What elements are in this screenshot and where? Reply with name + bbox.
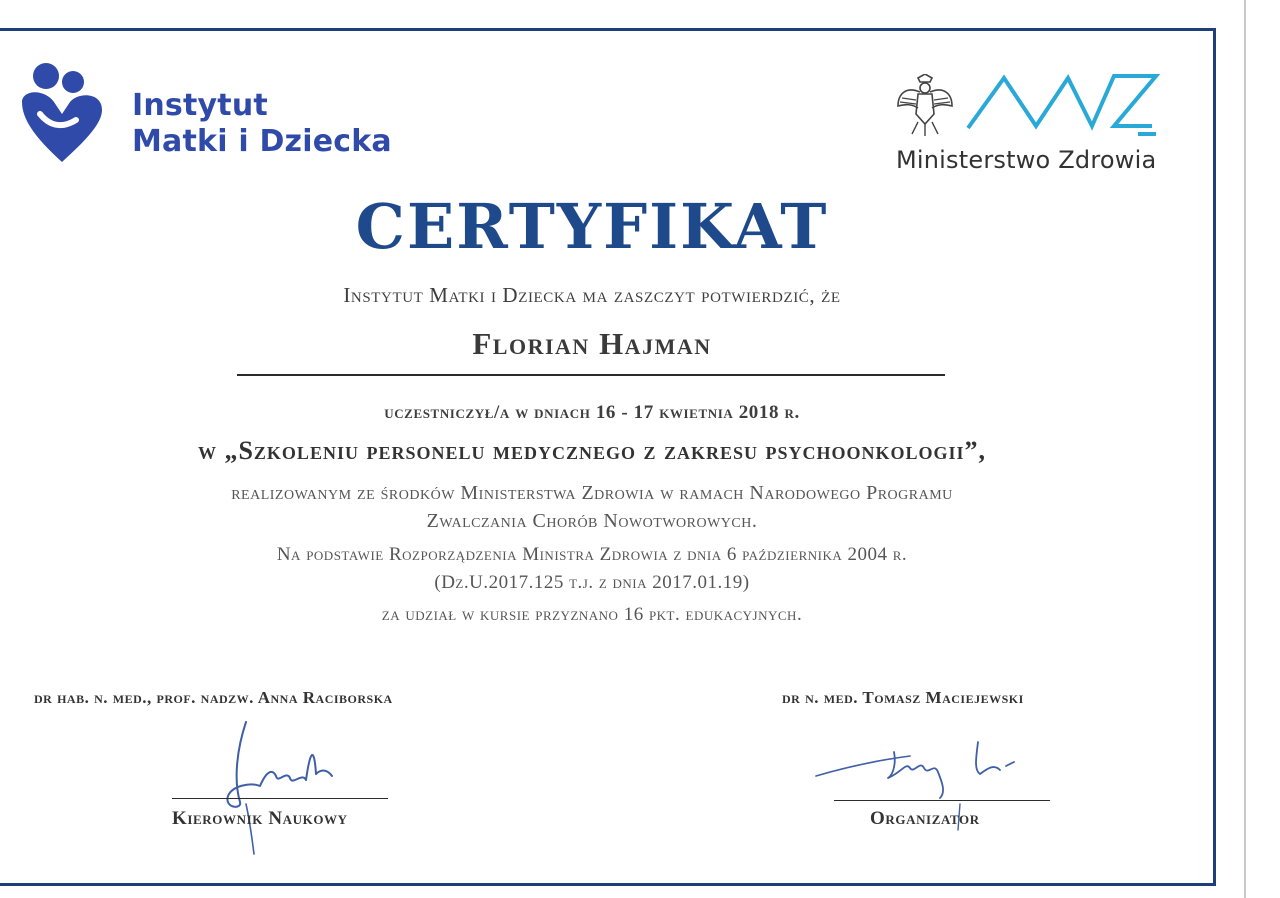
scientific-director-signature xyxy=(206,712,356,862)
institute-heart-logo-icon xyxy=(18,62,108,166)
funding-line-1: realizowanym ze środków Ministerstwa Zdrowia w ramach Narodowego Programu xyxy=(231,482,953,504)
certificate-subtitle: Instytut Matki i Dziecka ma zaszczyt potwierdzić, że xyxy=(343,283,841,307)
polish-eagle-emblem-icon xyxy=(896,74,954,136)
institute-name-line2: Matki i Dziecka xyxy=(132,124,392,159)
certificate-title: CERTYFIKAT xyxy=(355,190,829,263)
scientific-director-name: dr hab. n. med., prof. nadzw. Anna Raciborska xyxy=(34,688,393,707)
education-points-line: za udział w kursie przyznano 16 pkt. edukacyjnych. xyxy=(381,604,803,625)
institute-name xyxy=(132,88,392,160)
scientific-director-signature-line xyxy=(172,798,388,799)
institute-name-line1: Instytut xyxy=(132,88,268,123)
ministry-name: Ministerstwo Zdrowia xyxy=(896,146,1157,174)
organizer-name: dr n. med. Tomasz Maciejewski xyxy=(782,688,1024,707)
participation-dates: uczestniczył/a w dniach 16 - 17 kwietnia 2018 r. xyxy=(384,402,800,423)
scientific-director-role: Kierownik Naukowy xyxy=(172,808,348,829)
recipient-name-underline xyxy=(237,374,945,376)
funding-line-2: Zwalczania Chorób Nowotworowych. xyxy=(426,510,758,532)
page-edge xyxy=(1244,0,1246,898)
legal-basis-line-1: Na podstawie Rozporządzenia Ministra Zdrowia z dnia 6 października 2004 r. xyxy=(276,544,908,565)
organizer-signature-line xyxy=(834,800,1050,801)
course-title: w „Szkoleniu personelu medycznego z zakresu psychoonkologii”, xyxy=(197,436,987,465)
ministry-mz-logo-icon xyxy=(964,68,1160,140)
recipient-name: Florian Hajman xyxy=(472,326,712,361)
legal-basis-line-2: (Dz.U.2017.125 t.j. z dnia 2017.01.19) xyxy=(434,572,750,593)
organizer-role: Organizator xyxy=(870,808,980,829)
